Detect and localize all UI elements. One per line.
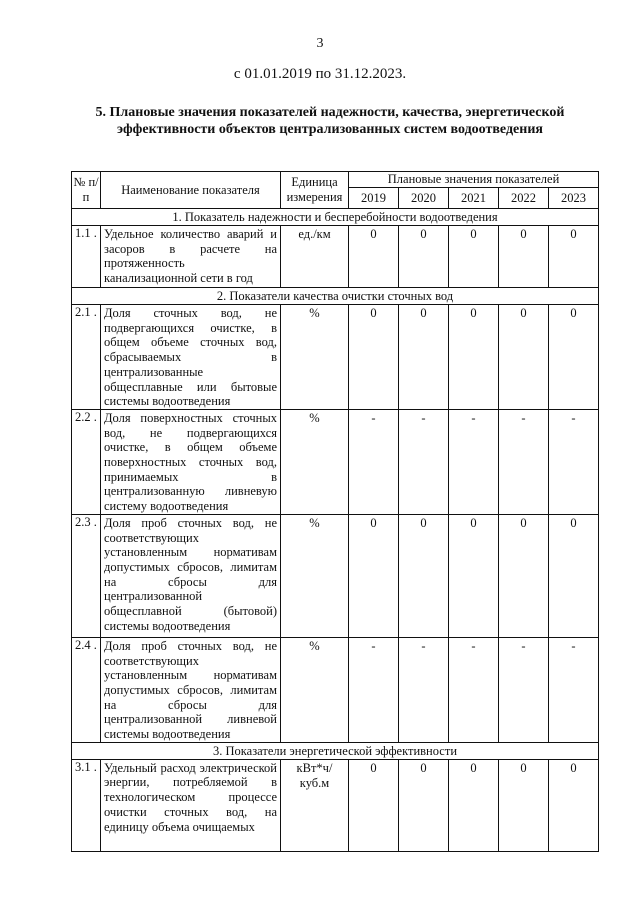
value-cell: - bbox=[499, 637, 549, 742]
table-row bbox=[72, 514, 599, 637]
value-cell: 0 bbox=[349, 226, 399, 288]
indicator-name: Доля проб сточных вод, не соответствующих установленным нормативам допустимых сбросов, лимитам на сбросы для централизованной общесплавной (бытовой) системы водоотведения bbox=[101, 514, 281, 637]
row-number: 2.3 . bbox=[72, 514, 101, 637]
value-cell: - bbox=[499, 409, 549, 514]
value-cell: - bbox=[399, 409, 449, 514]
unit-cell: % bbox=[281, 409, 349, 514]
value-cell: 0 bbox=[549, 759, 599, 851]
indicators-table bbox=[71, 171, 599, 852]
page-number: 3 bbox=[316, 36, 324, 51]
value-cell: 0 bbox=[399, 759, 449, 851]
value-cell: - bbox=[449, 637, 499, 742]
header-name: Наименование показателя bbox=[101, 172, 281, 209]
header-year: 2019 bbox=[349, 188, 399, 209]
value-cell: 0 bbox=[499, 226, 549, 288]
report-period: с 01.01.2019 по 31.12.2023. bbox=[233, 66, 407, 82]
header-year: 2020 bbox=[399, 188, 449, 209]
unit-cell: % bbox=[281, 514, 349, 637]
section-row bbox=[72, 209, 599, 226]
value-cell: 0 bbox=[549, 226, 599, 288]
section-heading: 3. Показатели энергетической эффективности bbox=[72, 742, 599, 759]
section-heading: 2. Показатели качества очистки сточных вод bbox=[72, 288, 599, 305]
section-row bbox=[72, 288, 599, 305]
value-cell: 0 bbox=[349, 514, 399, 637]
value-cell: 0 bbox=[549, 514, 599, 637]
row-number: 1.1 . bbox=[72, 226, 101, 288]
table-row bbox=[72, 409, 599, 514]
table-row bbox=[72, 637, 599, 742]
header-unit: Единица измерения bbox=[281, 172, 349, 209]
section-row bbox=[72, 742, 599, 759]
value-cell: 0 bbox=[399, 226, 449, 288]
row-number: 3.1 . bbox=[72, 759, 101, 851]
header-year: 2021 bbox=[449, 188, 499, 209]
value-cell: - bbox=[449, 409, 499, 514]
table-row bbox=[72, 305, 599, 410]
value-cell: 0 bbox=[549, 305, 599, 410]
section-heading: 1. Показатель надежности и бесперебойности водоотведения bbox=[72, 209, 599, 226]
value-cell: 0 bbox=[449, 305, 499, 410]
row-number: 2.1 . bbox=[72, 305, 101, 410]
table-row bbox=[72, 759, 599, 851]
value-cell: 0 bbox=[449, 226, 499, 288]
value-cell: 0 bbox=[499, 759, 549, 851]
header-year: 2023 bbox=[549, 188, 599, 209]
value-cell: - bbox=[549, 409, 599, 514]
value-cell: - bbox=[549, 637, 599, 742]
indicator-name: Доля поверхностных сточных вод, не подвергающихся очистке, в общем объеме поверхностных сточных вод, принимаемых в централизованную ливневую систему водоотведения bbox=[101, 409, 281, 514]
value-cell: - bbox=[349, 409, 399, 514]
section-title: 5. Плановые значения показателей надежности, качества, энергетической эффективности объектов централизованных систем водоотведения bbox=[95, 105, 565, 137]
indicator-name: Доля проб сточных вод, не соответствующих установленным нормативам допустимых сбросов, лимитам на сбросы для централизованной ливневой системы водоотведения bbox=[101, 637, 281, 742]
header-planned-values: Плановые значения показателей bbox=[349, 172, 599, 188]
value-cell: 0 bbox=[499, 514, 549, 637]
indicator-name: Удельный расход электрической энергии, потребляемой в технологическом процессе очистки сточных вод, на единицу объема очищаемых bbox=[101, 759, 281, 851]
row-number: 2.4 . bbox=[72, 637, 101, 742]
value-cell: 0 bbox=[399, 514, 449, 637]
table-header bbox=[72, 172, 599, 209]
value-cell: 0 bbox=[399, 305, 449, 410]
value-cell: 0 bbox=[449, 514, 499, 637]
unit-cell: % bbox=[281, 637, 349, 742]
value-cell: 0 bbox=[349, 305, 399, 410]
header-num: № п/п bbox=[72, 172, 101, 209]
value-cell: 0 bbox=[499, 305, 549, 410]
table-row bbox=[72, 226, 599, 288]
value-cell: - bbox=[399, 637, 449, 742]
unit-cell: ед./км bbox=[281, 226, 349, 288]
row-number: 2.2 . bbox=[72, 409, 101, 514]
header-year: 2022 bbox=[499, 188, 549, 209]
value-cell: - bbox=[349, 637, 399, 742]
indicator-name: Удельное количество аварий и засоров в расчете на протяженность канализационной сети в год bbox=[101, 226, 281, 288]
unit-cell: кВт*ч/ куб.м bbox=[281, 759, 349, 851]
unit-cell: % bbox=[281, 305, 349, 410]
value-cell: 0 bbox=[349, 759, 399, 851]
value-cell: 0 bbox=[449, 759, 499, 851]
indicator-name: Доля сточных вод, не подвергающихся очистке, в общем объеме сточных вод, сбрасываемых в централизованные общесплавные или бытовые системы водоотведения bbox=[101, 305, 281, 410]
